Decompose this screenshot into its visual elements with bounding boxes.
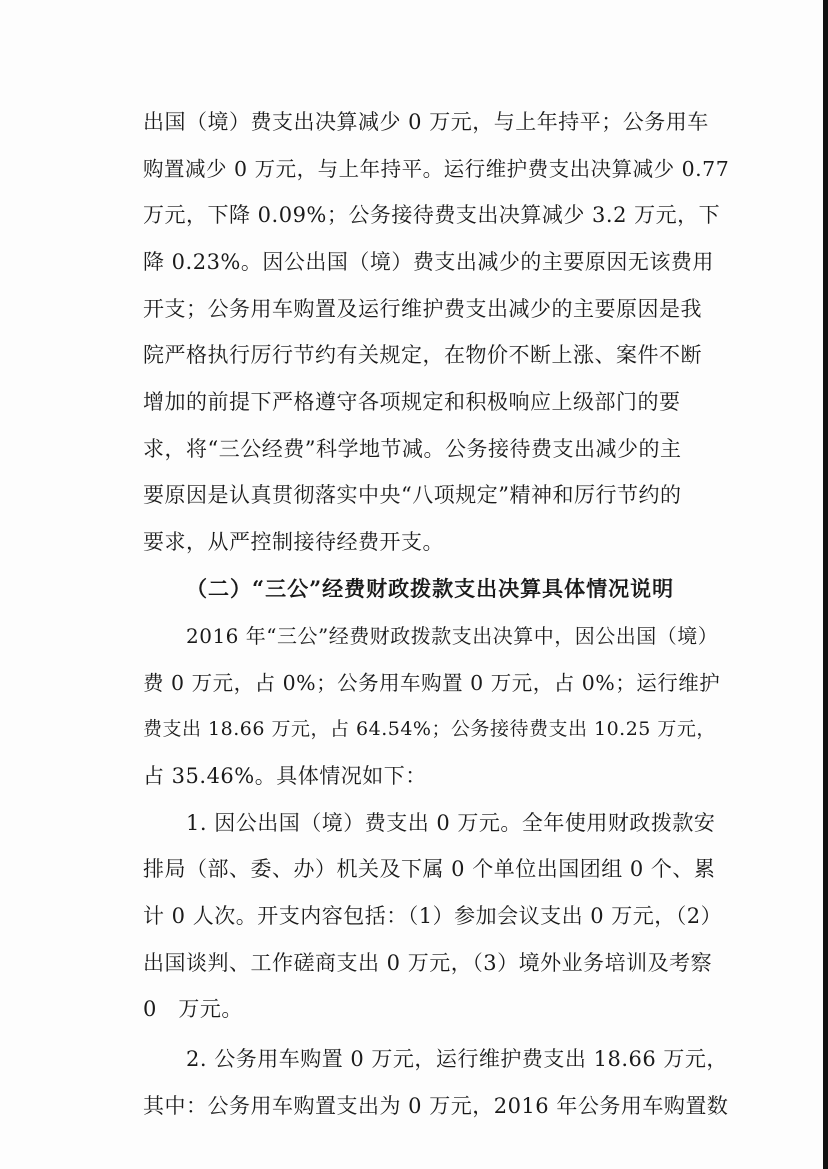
paragraph1-line: 购置减少 0 万元，与上年持平。运行维护费支出决算减少 0.77 bbox=[143, 157, 730, 181]
paragraph1-line: 院严格执行厉行节约有关规定，在物价不断上涨、案件不断 bbox=[143, 343, 702, 367]
paragraph3-line: 0 万元。 bbox=[143, 997, 243, 1021]
paragraph2-line: 费支出 18.66 万元，占 64.54%；公务接待费支出 10.25 万元， bbox=[143, 718, 716, 740]
paragraph1-line: 要原因是认真贯彻落实中央“八项规定”精神和厉行节约的 bbox=[143, 483, 682, 507]
paragraph4-line: 2. 公务用车购置 0 万元，运行维护费支出 18.66 万元， bbox=[186, 1047, 728, 1071]
paragraph1-line: 万元，下降 0.09%；公务接待费支出决算减少 3.2 万元，下 bbox=[143, 203, 721, 227]
paragraph2-line: 占 35.46%。具体情况如下： bbox=[143, 764, 427, 788]
paragraph4-line: 其中：公务用车购置支出为 0 万元，2016 年公务用车购置数 bbox=[143, 1094, 729, 1118]
paragraph1-line: 求，将“三公经费”科学地节减。公务接待费支出减少的主 bbox=[143, 437, 682, 461]
paragraph1-line: 降 0.23%。因公出国（境）费支出减少的主要原因无该费用 bbox=[143, 250, 714, 274]
paragraph2-line: 2016 年“三公”经费财政拨款支出决算中，因公出国（境） bbox=[186, 624, 719, 648]
paragraph3-line: 1. 因公出国（境）费支出 0 万元。全年使用财政拨款安 bbox=[186, 811, 716, 835]
paragraph3-line: 计 0 人次。开支内容包括：（1）参加会议支出 0 万元，（2） bbox=[143, 904, 723, 928]
paragraph1-line: 要求，从严控制接待经费开支。 bbox=[143, 530, 444, 554]
paragraph3-line: 排局（部、委、办）机关及下属 0 个单位出国团组 0 个、累 bbox=[143, 857, 716, 881]
paragraph1-line: 开支；公务用车购置及运行维护费支出减少的主要原因是我 bbox=[143, 297, 702, 321]
paragraph2-line: 费 0 万元，占 0%；公务用车购置 0 万元，占 0%；运行维护 bbox=[143, 671, 721, 695]
section-heading: （二）“三公”经费财政拨款支出决算具体情况说明 bbox=[186, 576, 675, 601]
paragraph1-line: 增加的前提下严格遵守各项规定和积极响应上级部门的要 bbox=[143, 390, 681, 414]
paragraph1-line: 出国（境）费支出决算减少 0 万元，与上年持平；公务用车 bbox=[143, 110, 709, 134]
paragraph3-line: 出国谈判、工作磋商支出 0 万元，（3）境外业务培训及考察 bbox=[143, 951, 713, 975]
